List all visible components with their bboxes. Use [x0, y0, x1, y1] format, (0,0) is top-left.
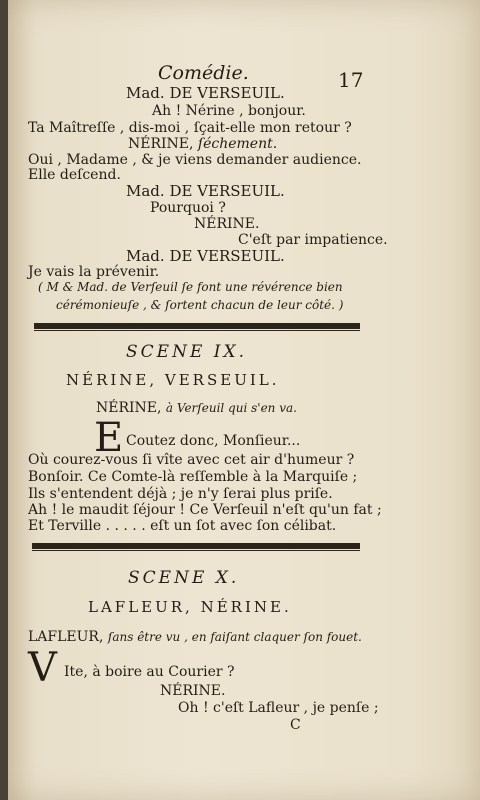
dialogue-line: Ah ! Nérine , bonjour.	[152, 103, 306, 119]
dialogue-line: Où courez-vous ſi vîte avec cet air d'humeur ?	[28, 452, 355, 468]
speaker-name: Mad. DE VERSEUIL.	[126, 182, 285, 200]
dialogue-line: C'eſt par impatience.	[238, 232, 388, 248]
running-title: Comédie.	[158, 62, 249, 84]
speaker-line	[128, 137, 277, 151]
speaker-name: LAFLEUR,	[28, 629, 104, 645]
scene-characters: NÉRINE, VERSEUIL.	[66, 371, 280, 389]
scene-heading: SCENE X.	[128, 568, 240, 588]
speaker-line	[28, 630, 362, 644]
dialogue-line: Pourquoi ?	[150, 200, 226, 216]
signature-mark: C	[290, 717, 301, 733]
dialogue-line: Coutez donc, Monſieur...	[126, 433, 301, 449]
dialogue-line: Oh ! c'eſt Lafleur , je penſe ;	[178, 700, 379, 716]
section-divider	[34, 323, 360, 329]
drop-cap: V	[28, 645, 57, 691]
speaker-name: Mad. DE VERSEUIL.	[126, 247, 285, 265]
stage-direction: à Verſeuil qui s'en va.	[165, 401, 297, 415]
dialogue-line: Ils s'entendent déjà ; je n'y ſerai plus priſe.	[28, 486, 333, 502]
stage-direction: ſéchement.	[197, 136, 278, 152]
drop-cap: E	[94, 415, 124, 461]
stage-direction: ſans être vu , en faiſant claquer ſon fouet.	[107, 630, 362, 644]
dialogue-line: Ite, à boire au Courier ?	[64, 664, 235, 680]
dialogue-line: Je vais la prévenir.	[28, 264, 160, 280]
stage-direction: cérémonieuſe , & ſortent chacun de leur côté. )	[56, 298, 344, 312]
stage-direction: ( M & Mad. de Verſeuil ſe font une révérence bien	[38, 280, 343, 294]
speaker-name: NÉRINE,	[96, 400, 162, 416]
scene-heading: SCENE IX.	[126, 342, 247, 362]
speaker-name: NÉRINE.	[194, 216, 260, 232]
book-page	[8, 0, 480, 800]
dialogue-line: Elle deſcend.	[28, 167, 121, 183]
speaker-line	[96, 401, 297, 415]
page-number: 17	[338, 68, 364, 92]
dialogue-line: Ah ! le maudit ſéjour ! Ce Verſeuil n'eſt qu'un fat ;	[28, 502, 382, 518]
scene-characters: LAFLEUR, NÉRINE.	[88, 598, 292, 616]
dialogue-line: Bonſoir. Ce Comte-là reſſemble à la Marquiſe ;	[28, 469, 358, 485]
section-divider	[32, 543, 360, 549]
dialogue-line: Oui , Madame , & je viens demander audience.	[28, 152, 362, 168]
speaker-name: NÉRINE.	[160, 683, 226, 699]
dialogue-line: Ta Maîtreſſe , dis-moi , ſçait-elle mon retour ?	[28, 120, 352, 136]
speaker-name: NÉRINE,	[128, 136, 194, 152]
speaker-name: Mad. DE VERSEUIL.	[126, 84, 285, 102]
dialogue-line: Et Terville . . . . . eſt un ſot avec ſon célibat.	[28, 518, 337, 534]
